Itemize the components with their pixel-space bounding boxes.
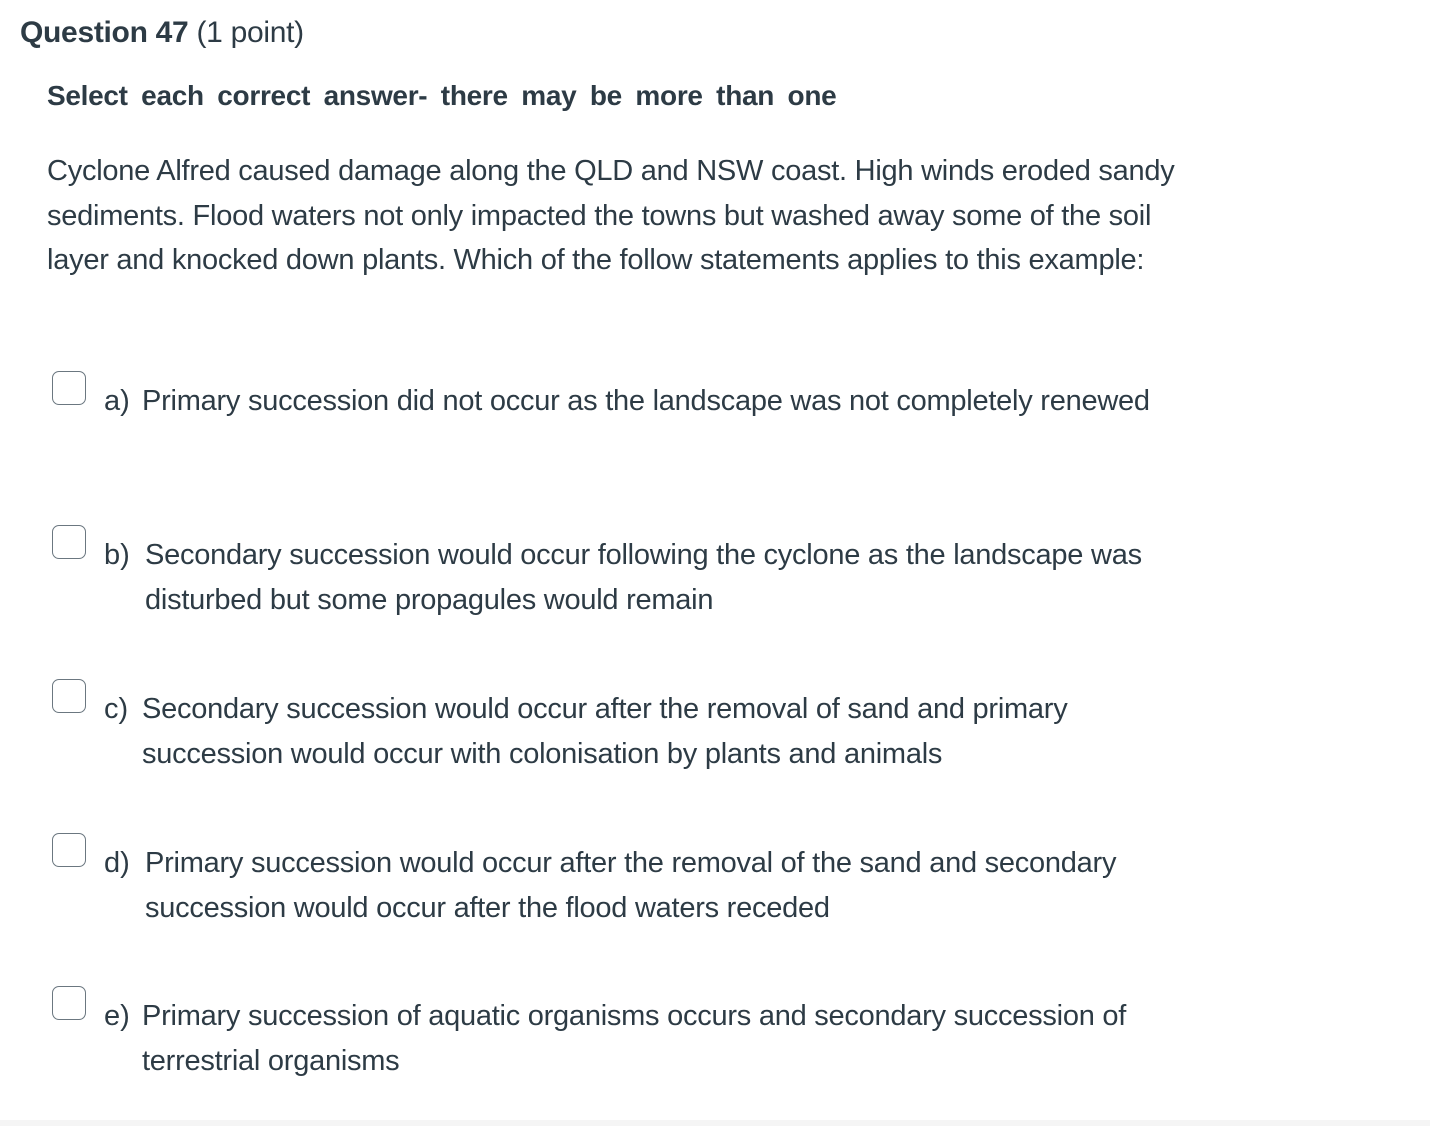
answer-option-d[interactable]	[52, 833, 1222, 933]
answer-letter-b: b)	[104, 539, 130, 571]
answer-option-c[interactable]	[52, 679, 1222, 779]
answer-letter-a: a)	[104, 385, 130, 417]
checkbox-e[interactable]	[52, 986, 86, 1020]
footer-strip	[0, 1120, 1430, 1126]
checkbox-d[interactable]	[52, 833, 86, 867]
answer-text-a[interactable]: Primary succession did not occur as the landscape was not completely renewed	[142, 385, 1150, 417]
answer-text-e[interactable]: Primary succession of aquatic organisms occurs and secondary succession of terrestrial organisms	[142, 1000, 1127, 1077]
checkbox-c[interactable]	[52, 679, 86, 713]
answer-option-b[interactable]	[52, 525, 1222, 625]
checkbox-a[interactable]	[52, 371, 86, 405]
answer-text-b[interactable]: Secondary succession would occur following the cyclone as the landscape was disturbed but some propagules would remain	[145, 539, 1142, 616]
answer-text-d[interactable]: Primary succession would occur after the removal of the sand and secondary succession would occur after the flood waters receded	[145, 847, 1117, 924]
question-prompt: Cyclone Alfred caused damage along the QLD and NSW coast. High winds eroded sandy sediments. Flood waters not only impacted the towns but washed away some of the soil layer and knocked down plants. Which of the follow statements applies to this example:	[47, 155, 1175, 276]
question-title: Question 47	[20, 16, 189, 49]
answer-option-a[interactable]	[52, 371, 1222, 471]
question-points: (1 point)	[196, 16, 304, 49]
answer-letter-d: d)	[104, 847, 130, 879]
answer-text-c[interactable]: Secondary succession would occur after the removal of sand and primary succession would occur with colonisation by plants and animals	[142, 693, 1068, 770]
question-instruction: Select each correct answer- there may be more than one	[47, 80, 837, 111]
checkbox-b[interactable]	[52, 525, 86, 559]
answer-option-e[interactable]	[52, 986, 1222, 1086]
answer-letter-e: e)	[104, 1000, 130, 1032]
answer-letter-c: c)	[104, 693, 129, 725]
